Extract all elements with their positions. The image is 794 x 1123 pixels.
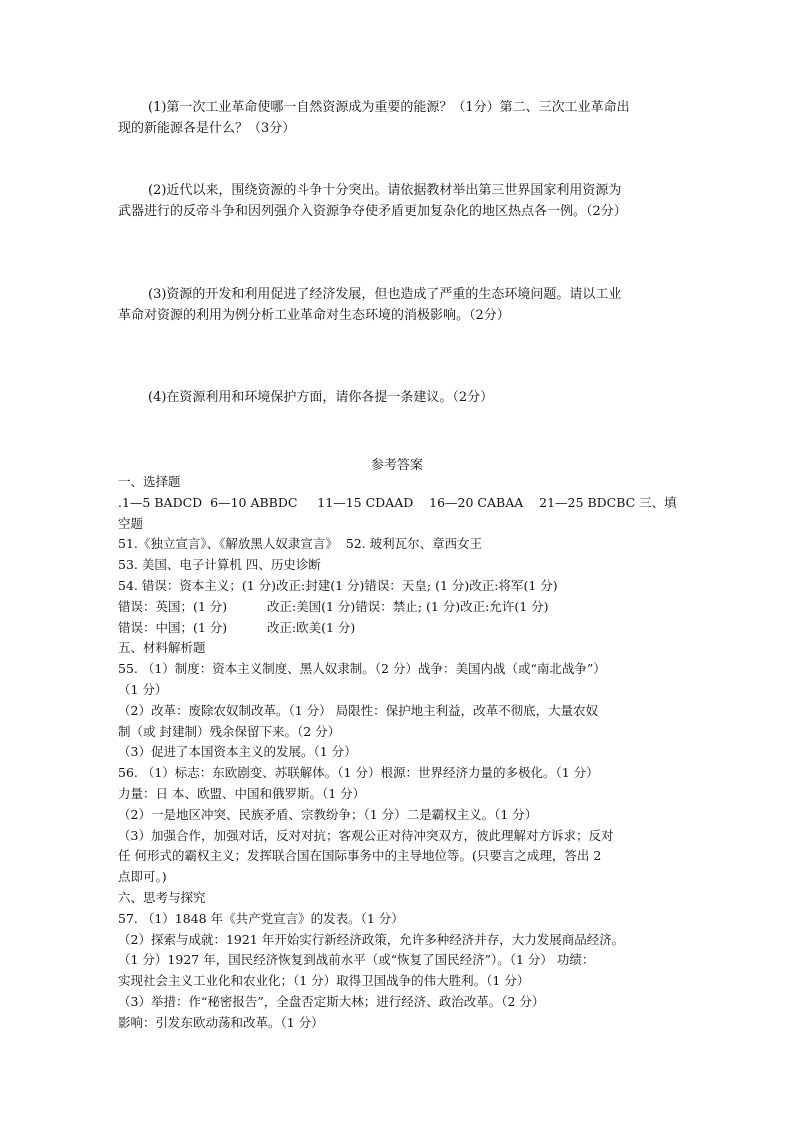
answer-line: 影响：引发东欧动荡和改革。（1 分）	[118, 1014, 324, 1030]
question-1-line-2: 现的新能源各是什么？（3分）	[118, 121, 296, 136]
answer-line: 任 何形式的霸权主义；发挥联合国在国际事务中的主导地位等。(只要言之成理，答出 2	[118, 848, 602, 864]
question-2-line-2: 武器进行的反帝斗争和因列强介入资源争夺使矛盾更加复杂化的地区热点各一例。（2分）	[118, 204, 627, 219]
answer-line: （3）促进了本国资本主义的发展。（1 分）	[118, 744, 357, 760]
answer-line: 57. （1）1848 年《共产党宣言》的发表。（1 分）	[118, 910, 404, 926]
answer-line: （2）改革：废除农奴制改革。（1 分） 局限性：保护地主利益，改革不彻底，大量农奴	[118, 702, 599, 718]
answers-title: 参考答案	[370, 458, 423, 473]
answer-line: （2）一是地区冲突、民族矛盾、宗教纷争；（1 分）二是霸权主义。（1 分）	[118, 806, 538, 822]
question-1-line-1: (1)第一次工业革命使哪一自然资源成为重要的能源？（1分）第二、三次工业革命出	[148, 100, 630, 115]
answer-line: 六、思考与探究	[118, 889, 206, 905]
answer-line: 实现社会主义工业化和农业化；（1 分）取得卫国战争的伟大胜利。（1 分）	[118, 973, 530, 989]
answer-line: 五、材料解析题	[118, 640, 206, 656]
answer-line: （1 分）	[118, 681, 168, 697]
answer-line: （3）举措：作“秘密报告”，全盘否定斯大林；进行经济、政治改革。（2 分）	[118, 993, 545, 1009]
answer-section	[118, 472, 688, 1034]
question-1	[118, 97, 678, 139]
question-3-line-2: 革命对资源的利用为例分析工业革命对生态环境的消极影响。（2分）	[118, 308, 510, 323]
answer-line: 54. 错误：资本主义；(1 分)改正:封建(1 分)错误：天皇; (1 分)改正:将军(1 分)	[118, 577, 558, 593]
question-4-line-1: (4)在资源利用和环境保护方面，请你各提一条建议。（2分）	[148, 390, 494, 405]
answer-line: 一、选择题	[118, 474, 181, 489]
answer-line: （1 分）1927 年，国民经济恢复到战前水平（或“恢复了国民经济”）。（1 分） 功绩：	[118, 952, 595, 968]
answer-line: 53. 美国、电子计算机 四、历史诊断	[118, 557, 321, 573]
question-2	[118, 180, 678, 222]
answer-line: 力量：日 本、欧盟、中国和俄罗斯。（1 分）	[118, 785, 366, 801]
answer-line: .1—5 BADCD 6—10 ABBDC 11—15 CDAAD 16—20 CABAA 21—25 BDCBC 三、填	[118, 494, 677, 510]
answer-line: 点即可。)	[118, 869, 167, 885]
answer-line: （3）加强合作，加强对话，反对对抗；客观公正对待冲突双方，彼此理解对方诉求；反对	[118, 827, 614, 843]
answer-line: 空题	[118, 515, 144, 531]
answer-line: 错误：中国；(1 分) 改正:欧美(1 分)	[118, 619, 356, 635]
question-3-line-1: (3)资源的开发和利用促进了经济发展，但也造成了严重的生态环境问题。请以工业	[148, 287, 622, 302]
question-2-line-1: (2)近代以来，围绕资源的斗争十分突出。请依据教材举出第三世界国家利用资源为	[148, 183, 622, 198]
answer-line: 51.《独立宣言》、《解放黑人奴隶宣言》 52. 玻利瓦尔、章西女王	[118, 536, 483, 552]
answer-line: 制（或 封建制）残余保留下来。（2 分）	[118, 723, 341, 739]
answer-line: 错误：英国；(1 分) 改正:美国(1 分)错误：禁止; (1 分)改正:允许(1 分)	[118, 598, 549, 614]
question-4	[118, 387, 678, 408]
answer-line: 55. （1）制度：资本主义制度、黑人奴隶制。（2 分）战争：美国内战（或“南北战争”）	[118, 661, 606, 677]
answer-line: 56. （1）标志：东欧剧变、苏联解体。（1 分）根源：世界经济力量的多极化。（1 分）	[118, 765, 599, 781]
answer-line: （2）探索与成就：1921 年开始实行新经济政策，允许多种经济并存，大力发展商品经济。	[118, 931, 625, 947]
question-3	[118, 284, 678, 326]
